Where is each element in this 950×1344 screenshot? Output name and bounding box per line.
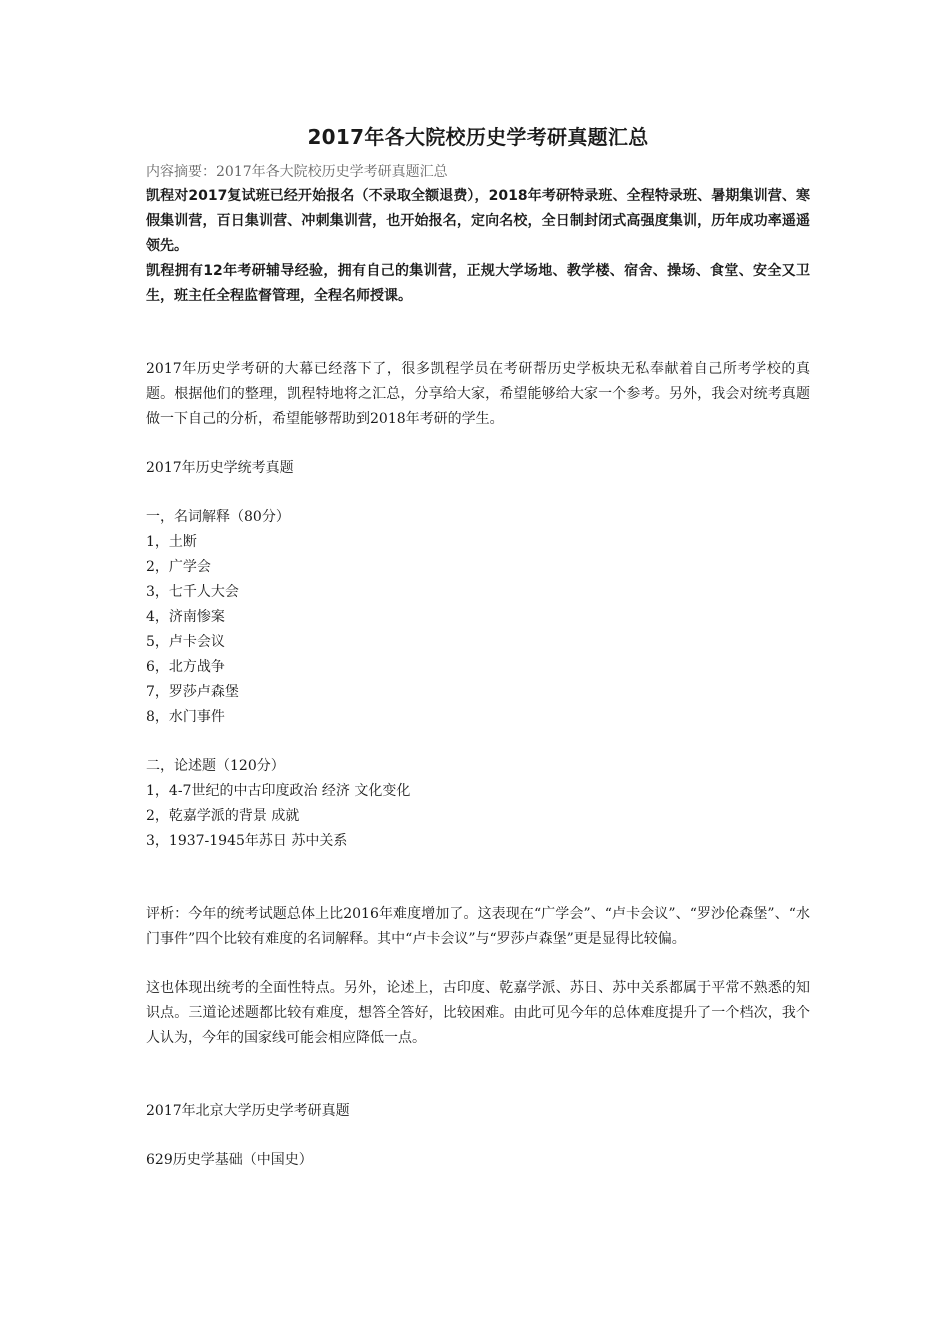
section-essay-heading: 二，论述题（120分） [146,758,285,774]
list-item: 1，4-7世纪的中古印度政治 经济 文化变化 [146,783,411,799]
spacer [146,854,810,902]
list-item: 2，广学会 [146,559,211,575]
spacer [146,1051,810,1099]
list-item: 3，1937-1945年苏日 苏中关系 [146,833,348,849]
section-terms-heading: 一，名词解释（80分） [146,509,290,525]
spacer [146,481,810,505]
pku-subject-heading: 629历史学基础（中国史） [146,1152,313,1168]
analysis-paragraph-1: 评析：今年的统考试题总体上比2016年难度增加了。这表现在“广学会”、“卢卡会议”、“罗沙伦森堡”、“水门事件”四个比较有难度的名词解释。其中“卢卡会议”与“罗莎卢森堡”更是显得比较偏。 [146,906,810,947]
intro-paragraph: 2017年历史学考研的大幕已经落下了，很多凯程学员在考研帮历史学板块无私奉献着自己所考学校的真题。根据他们的整理，凯程特地将之汇总，分享给大家，希望能够给大家一个参考。另外，我会对统考真题做一下自己的分析，希望能够帮助到2018年考研的学生。 [146,361,810,427]
spacer [146,730,810,754]
promo-paragraph-1: 凯程对2017复试班已经开始报名（不录取全额退费），2018年考研特录班、全程特录班、暑期集训营、寒假集训营，百日集训营、冲刺集训营，也开始报名，定向名校，全日制封闭式高强度集训，历年成功率遥遥领先。 [146,188,810,254]
list-item: 5，卢卡会议 [146,634,225,650]
list-item: 4，济南惨案 [146,609,225,625]
content-abstract: 内容摘要：2017年各大院校历史学考研真题汇总 [146,164,448,180]
spacer [146,952,810,976]
list-item: 1，土断 [146,534,197,550]
list-item: 7，罗莎卢森堡 [146,684,239,700]
list-item: 6，北方战争 [146,659,225,675]
list-item: 3，七千人大会 [146,584,239,600]
essay-list [146,779,810,854]
list-item: 2，乾嘉学派的背景 成就 [146,808,300,824]
analysis-paragraph-2: 这也体现出统考的全面性特点。另外，论述上，古印度、乾嘉学派、苏日、苏中关系都属于平常不熟悉的知识点。三道论述题都比较有难度，想答全答好，比较困难。由此可见今年的总体难度提升了一个档次，我个人认为，今年的国家线可能会相应降低一点。 [146,980,810,1046]
spacer [146,1124,810,1148]
promo-paragraph-2: 凯程拥有12年考研辅导经验，拥有自己的集训营，正规大学场地、教学楼、宿舍、操场、食堂、安全又卫生，班主任全程监督管理，全程名师授课。 [146,263,810,304]
terms-list [146,530,810,730]
spacer [146,432,810,456]
document-title: 2017年各大院校历史学考研真题汇总 [307,125,649,149]
unified-exam-heading: 2017年历史学统考真题 [146,460,294,476]
document-page [146,122,810,1173]
spacer [146,309,810,357]
pku-exam-heading: 2017年北京大学历史学考研真题 [146,1103,350,1119]
list-item: 8，水门事件 [146,709,225,725]
